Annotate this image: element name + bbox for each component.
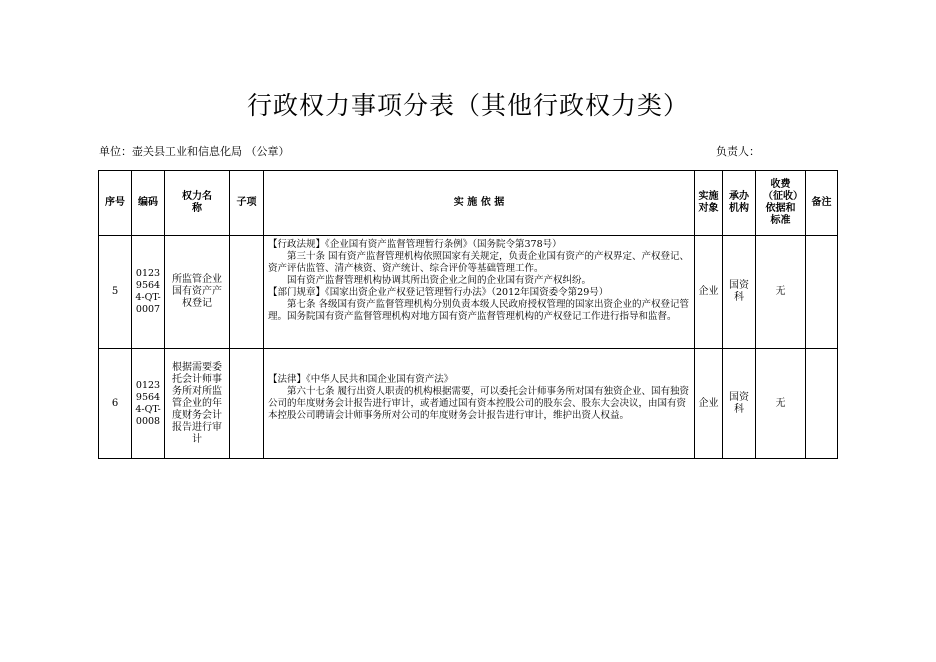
row-code: 012395644-QT-0008 xyxy=(132,349,165,459)
basis-line: 【法律】《中华人民共和国企业国有资产法》 xyxy=(268,374,454,385)
row-agency: 国资科 xyxy=(723,236,756,349)
row-code: 012395644-QT-0007 xyxy=(132,236,165,349)
responsible-label: 负责人： xyxy=(716,145,760,158)
row-target: 企业 xyxy=(695,349,723,459)
row-target: 企业 xyxy=(695,236,723,349)
row-sub xyxy=(230,236,264,349)
row-seq: 5 xyxy=(99,236,132,349)
table-row xyxy=(99,236,838,349)
table-header-row xyxy=(99,171,838,236)
table-row xyxy=(99,349,838,459)
row-name: 根据需要委托会计师事务所对所监管企业的年度财务会计报告进行审计 xyxy=(165,349,230,459)
row-fee: 无 xyxy=(756,236,806,349)
power-items-table xyxy=(98,170,838,459)
row-basis xyxy=(264,349,695,459)
row-note xyxy=(806,236,838,349)
row-sub xyxy=(230,349,264,459)
header-fee: 收费（征收）依据和标准 xyxy=(756,171,806,236)
row-basis xyxy=(264,236,695,349)
basis-line: 国有资产监督管理机构协调其所出资企业之间的企业国有资产产权纠纷。 xyxy=(287,275,592,286)
row-seq: 6 xyxy=(99,349,132,459)
header-name: 权力名称 xyxy=(165,171,230,236)
header-note: 备注 xyxy=(806,171,838,236)
row-name: 所监管企业国有资产产权登记 xyxy=(165,236,230,349)
basis-line: 【行政法规】《企业国有资产监督管理暂行条例》（国务院令第378号） xyxy=(268,239,562,250)
basis-line: 第七条 各级国有资产监督管理机构分别负责本级人民政府授权管理的国家出资企业的产权登记管理。国务院国有资产监督管理机构对地方国有资产监督管理机构的产权登记工作进行指导和监督。 xyxy=(268,299,690,322)
basis-line: 【部门规章】《国家出资企业产权登记管理暂行办法》（2012年国资委令第29号） xyxy=(268,287,609,298)
header-basis: 实 施 依 据 xyxy=(264,171,695,236)
row-fee: 无 xyxy=(756,349,806,459)
row-agency: 国资科 xyxy=(723,349,756,459)
header-target: 实施对象 xyxy=(695,171,723,236)
header-sub: 子项 xyxy=(230,171,264,236)
unit-label: 单位：壶关县工业和信息化局 （公章） xyxy=(99,145,290,158)
row-note xyxy=(806,349,838,459)
header-code: 编码 xyxy=(132,171,165,236)
header-agency: 承办机构 xyxy=(723,171,756,236)
basis-line: 第三十条 国有资产监督管理机构依照国家有关规定，负责企业国有资产的产权界定、产权登记、资产评估监管、清产核资、资产统计、综合评价等基础管理工作。 xyxy=(268,251,690,274)
basis-line: 第六十七条 履行出资人职责的机构根据需要，可以委托会计师事务所对国有独资企业、国有独资公司的年度财务会计报告进行审计，或者通过国有资本控股公司的股东会、股东大会决议，由国有资本控股公司聘请会计师事务所对公司的年度财务会计报告进行审计，维护出资人权益。 xyxy=(268,386,690,421)
page-title: 行政权力事项分表（其他行政权力类） xyxy=(246,91,689,120)
header-seq: 序号 xyxy=(99,171,132,236)
